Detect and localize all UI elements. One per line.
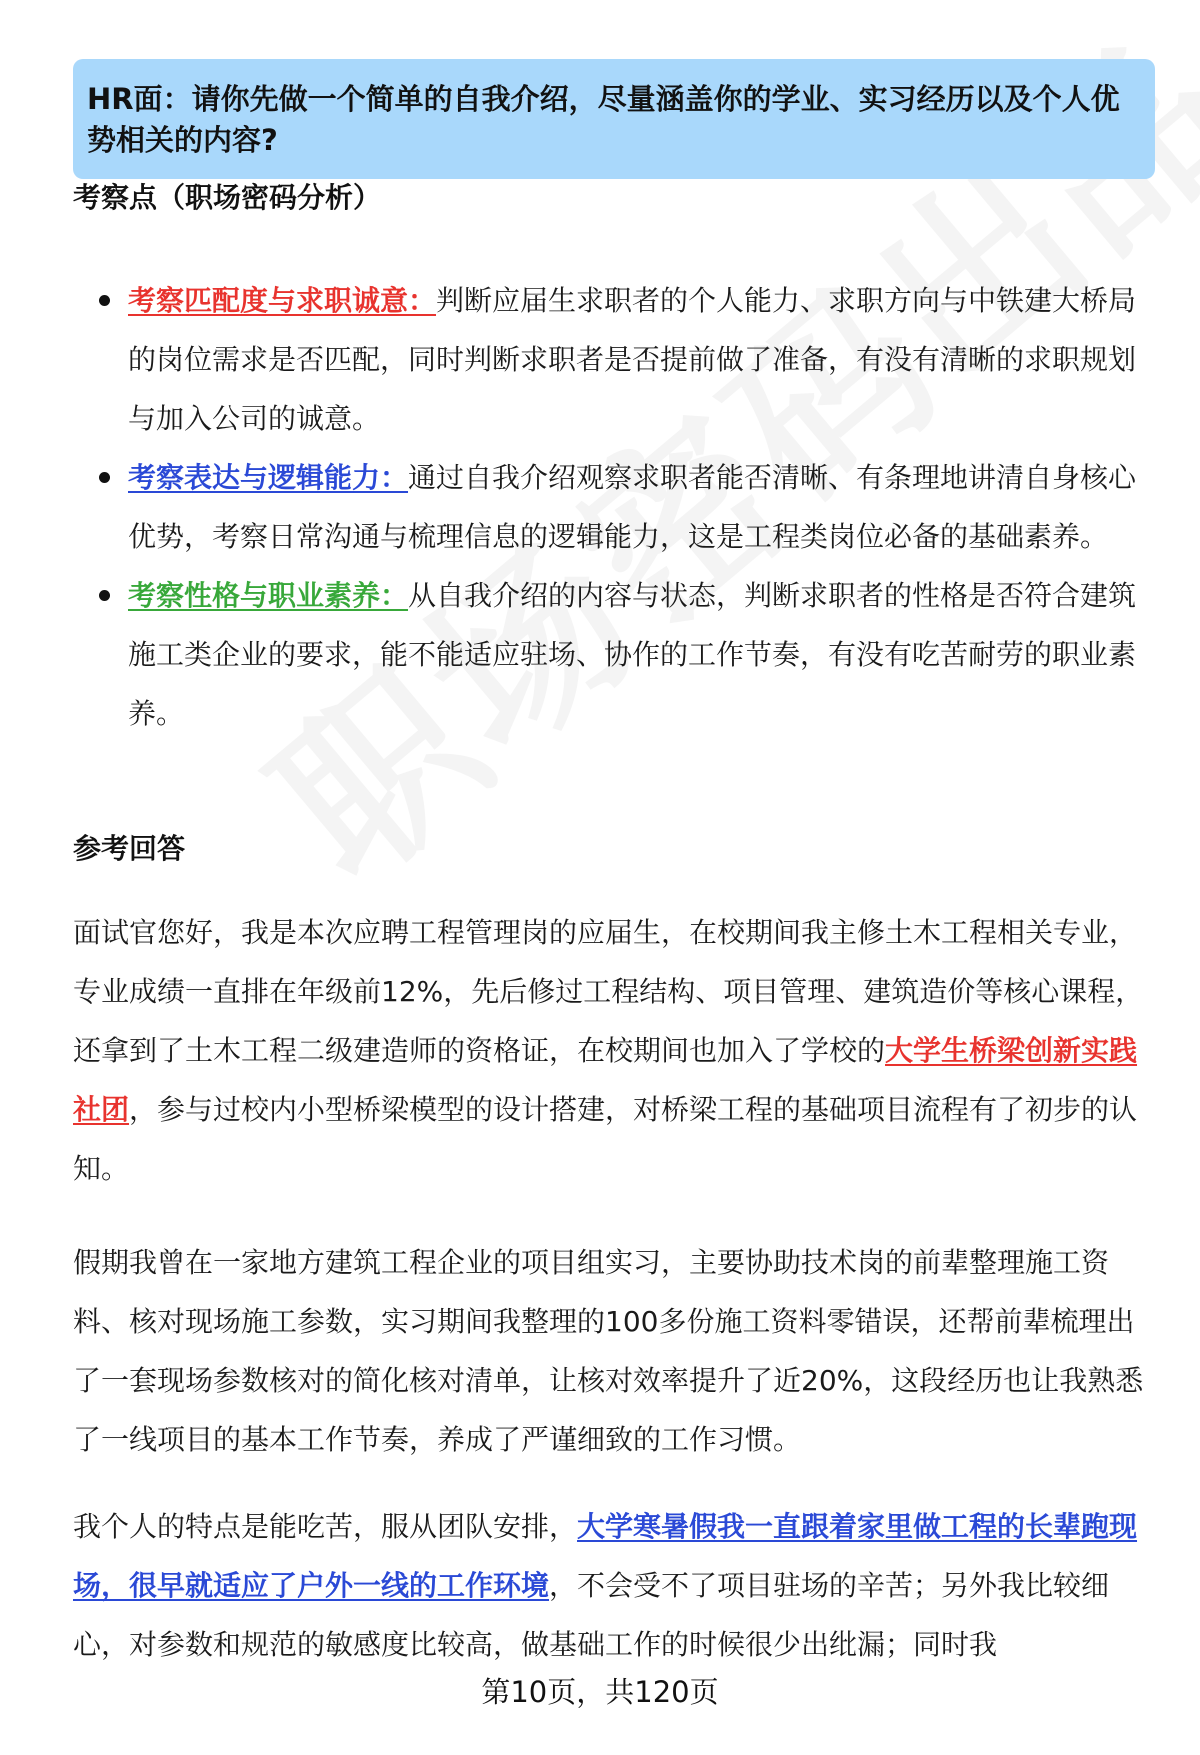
point-key: 考察性格与职业素养： bbox=[128, 579, 409, 612]
point-item bbox=[73, 271, 1153, 448]
point-item bbox=[73, 448, 1153, 566]
point-key: 考察表达与逻辑能力： bbox=[128, 461, 409, 494]
bullet-dot-icon bbox=[99, 590, 110, 601]
point-key: 考察匹配度与求职诚意： bbox=[128, 284, 437, 317]
point-text: 判断应届生求职者的个人能力、求职方向与中铁建大桥局的岗位需求是否匹配，同时判断求职者是否提前做了准备，有没有清晰的求职规划与加入公司的诚意。 bbox=[128, 284, 1137, 435]
page-number: 第10页，共120页 bbox=[481, 1675, 719, 1709]
answer-paragraph-3 bbox=[73, 1497, 1153, 1674]
section-heading-answer: 参考回答 bbox=[73, 832, 186, 865]
answer-paragraph-2 bbox=[73, 1233, 1153, 1469]
analysis-points bbox=[73, 271, 1153, 743]
answer-text: 假期我曾在一家地方建筑工程企业的项目组实习，主要协助技术岗的前辈整理施工资料、核对现场施工参数，实习期间我整理的100多份施工资料零错误，还帮前辈梳理出了一套现场参数核对的简化核对清单，让核对效率提升了近20%，这段经历也让我熟悉了一线项目的基本工作节奏，养成了严谨细致的工作习惯。 bbox=[73, 1246, 1144, 1456]
answer-paragraph-1 bbox=[73, 903, 1153, 1198]
answer-highlight: 大学寒暑假我一直跟着家里做工程的长辈跑现场，很早就适应了户外一线的工作环境 bbox=[73, 1510, 1138, 1602]
bullet-dot-icon bbox=[99, 472, 110, 483]
answer-highlight: 大学生桥梁创新实践社团 bbox=[73, 1034, 1138, 1126]
section-heading-analysis: 考察点（职场密码分析） bbox=[73, 181, 382, 214]
point-text: 从自我介绍的内容与状态，判断求职者的性格是否符合建筑施工类企业的要求，能不能适应驻场、协作的工作节奏，有没有吃苦耐劳的职业素养。 bbox=[128, 579, 1137, 730]
question-box bbox=[73, 59, 1155, 179]
point-item bbox=[73, 566, 1153, 743]
bullet-dot-icon bbox=[99, 295, 110, 306]
question-text: HR面：请你先做一个简单的自我介绍，尽量涵盖你的学业、实习经历以及个人优势相关的内容? bbox=[87, 82, 1120, 157]
answer-text: 面试官您好，我是本次应聘工程管理岗的应届生，在校期间我主修土木工程相关专业，专业成绩一直排在年级前12%，先后修过工程结构、项目管理、建筑造价等核心课程，还拿到了土木工程二级建造师的资格证，在校期间也加入了学校的 bbox=[73, 916, 1144, 1067]
point-text: 通过自我介绍观察求职者能否清晰、有条理地讲清自身核心优势，考察日常沟通与梳理信息的逻辑能力，这是工程类岗位必备的基础素养。 bbox=[128, 461, 1137, 553]
answer-text: ，参与过校内小型桥梁模型的设计搭建，对桥梁工程的基础项目流程有了初步的认知。 bbox=[73, 1093, 1138, 1185]
answer-text: 我个人的特点是能吃苦，服从团队安排， bbox=[73, 1510, 578, 1543]
answer-text: ，不会受不了项目驻场的辛苦；另外我比较细心，对参数和规范的敏感度比较高，做基础工作的时候很少出纰漏；同时我 bbox=[73, 1569, 1110, 1661]
